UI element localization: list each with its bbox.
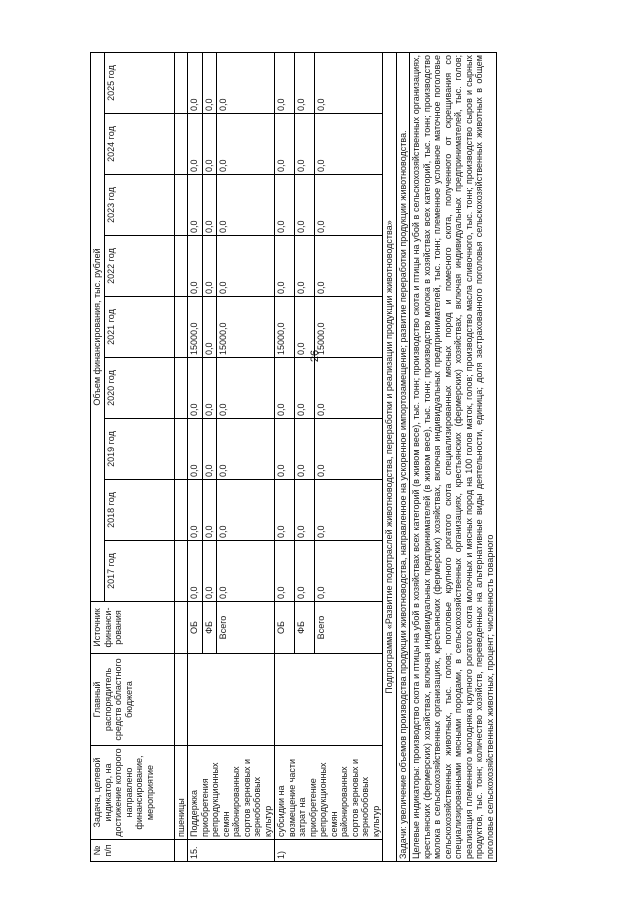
financing-table [90,52,497,862]
row-num: 15. [188,840,275,862]
source-cell: ФБ [295,602,315,654]
value-cell: 0,0 [295,541,315,602]
value-cell: 0,0 [188,175,203,236]
value-cell: 0,0 [315,114,383,175]
header-year: 2021 год [104,297,174,358]
table-row [188,53,203,862]
value-cell: 0,0 [188,53,203,114]
page-number: 26 [309,349,321,363]
value-cell: 0,0 [315,53,383,114]
tasks-text: Задачи: увеличение объемов производства продукции животноводства, направленное на ускоренное импортозамещение; развитие переработки продукции животноводства. [396,53,410,862]
header-volume: Объем финансирования, тыс. рублей [91,53,105,602]
table-row [275,53,295,862]
row-administrator [275,654,383,746]
indicators-row [410,53,497,862]
source-cell: ФБ [202,602,217,654]
row-administrator [188,654,275,746]
value-cell: 0,0 [202,419,217,480]
value-cell: 0,0 [188,419,203,480]
subprogram-title: Подпрограмма «Развитие подотраслей животноводства, переработки и реализации продукции животноводства» [383,53,397,862]
value-cell: 0,0 [188,358,203,419]
value-cell: 0,0 [217,53,275,114]
value-cell: 0,0 [217,236,275,297]
value-cell: 0,0 [275,419,295,480]
rotated-page [90,52,600,862]
value-cell: 0,0 [315,236,383,297]
value-cell: 0,0 [217,358,275,419]
value-cell: 0,0 [295,236,315,297]
value-cell: 0,0 [188,236,203,297]
header-administrator: Главный распорядитель средств областного бюджета [91,654,175,746]
value-cell: 0,0 [315,175,383,236]
value-cell: 0,0 [188,480,203,541]
value-cell: 0,0 [188,114,203,175]
continuation-row [174,53,188,862]
header-num: № п/п [91,840,175,862]
value-cell: 0,0 [217,480,275,541]
value-cell: 0,0 [295,358,315,419]
value-cell: 0,0 [217,114,275,175]
value-cell: 0,0 [315,358,383,419]
value-cell: 0,0 [202,297,217,358]
header-task: Задача, целевой индикатор, на достижение которого направлено финансирование, мероприятие [91,746,175,840]
value-cell: 15000,0 [315,297,383,358]
value-cell: 0,0 [202,541,217,602]
value-cell: 0,0 [202,53,217,114]
row-task: Поддержка приобретения репродукционных семян районированных сортов зерновых и зернобобовых культур [188,746,275,840]
value-cell: 0,0 [295,480,315,541]
indicators-text: Целевые индикаторы: производство скота и птицы на убой в хозяйствах всех категорий (в живом весе), тыс. тонн; производство скота и птицы на убой в сельскохозяйственных организациях, крестьянских (фермерских) хозяйствах, включая индивидуальных предпринимателей (в живом весе), тыс. тонн; производство молока в хозяйствах всех категорий, тыс. тонн; производство молока в сельскохозяйственных организациях, крестьянских (фермерских) хозяйствах, включая индивидуальных предпринимателей, тыс. тонн; племенное условное маточное поголовье сельскохозяйственных животных, тыс. голов; поголовье крупного рогатого скота специализированных мясных пород и помесного скота, полученного от скрещивания со специализированными мясными породами, в сельскохозяйственных организациях, крестьянских (фермерских) хозяйствах, включая индивидуальных предпринимателей, тыс. голов; реализация племенного молодняка крупного рогатого скота молочных и мясных пород на 100 голов маток, голов; производство масла сливочного, тыс. тонн; производство сыров и сырных продуктов, тыс. тонн; количество хозяйств, переведенных на альтернативные виды деятельности, единица; доля застрахованного поголовья сельскохозяйственных животных в общем поголовье сельскохозяйственных животных, процент; численность товарного [410,53,497,862]
header-year: 2025 год [104,53,174,114]
subprogram-row [383,53,397,862]
row-num: 1) [275,840,383,862]
row-task: субсидии на возмещение части затрат на приобретение репродукционных семян районированных сортов зерновых и зернобобовых культур [275,746,383,840]
value-cell: 15000,0 [275,297,295,358]
source-cell: ОБ [188,602,203,654]
value-cell: 0,0 [202,236,217,297]
source-cell: Всего [217,602,275,654]
source-cell: Всего [315,602,383,654]
value-cell: 0,0 [275,175,295,236]
value-cell: 0,0 [188,541,203,602]
value-cell: 0,0 [315,480,383,541]
value-cell: 0,0 [202,358,217,419]
value-cell: 0,0 [217,419,275,480]
value-cell: 0,0 [202,114,217,175]
value-cell: 0,0 [315,419,383,480]
value-cell: 0,0 [202,480,217,541]
value-cell: 15000,0 [188,297,203,358]
tasks-row [396,53,410,862]
header-year: 2022 год [104,236,174,297]
value-cell: 0,0 [295,114,315,175]
value-cell: 0,0 [217,541,275,602]
value-cell: 0,0 [295,419,315,480]
value-cell: 0,0 [275,480,295,541]
continuation-text: пшеницы [174,746,188,840]
value-cell: 0,0 [295,53,315,114]
value-cell: 0,0 [295,175,315,236]
header-row [91,53,105,862]
value-cell: 0,0 [202,175,217,236]
value-cell: 0,0 [295,297,315,358]
header-year: 2019 год [104,419,174,480]
value-cell: 0,0 [217,175,275,236]
header-year: 2017 год [104,541,174,602]
value-cell: 0,0 [275,358,295,419]
value-cell: 15000,0 [217,297,275,358]
value-cell: 0,0 [275,114,295,175]
header-source: Источник финанси-рования [91,602,175,654]
source-cell: ОБ [275,602,295,654]
header-year: 2018 год [104,480,174,541]
value-cell: 0,0 [275,236,295,297]
value-cell: 0,0 [315,541,383,602]
value-cell: 0,0 [275,53,295,114]
header-year: 2020 год [104,358,174,419]
header-year: 2024 год [104,114,174,175]
header-year: 2023 год [104,175,174,236]
value-cell: 0,0 [275,541,295,602]
